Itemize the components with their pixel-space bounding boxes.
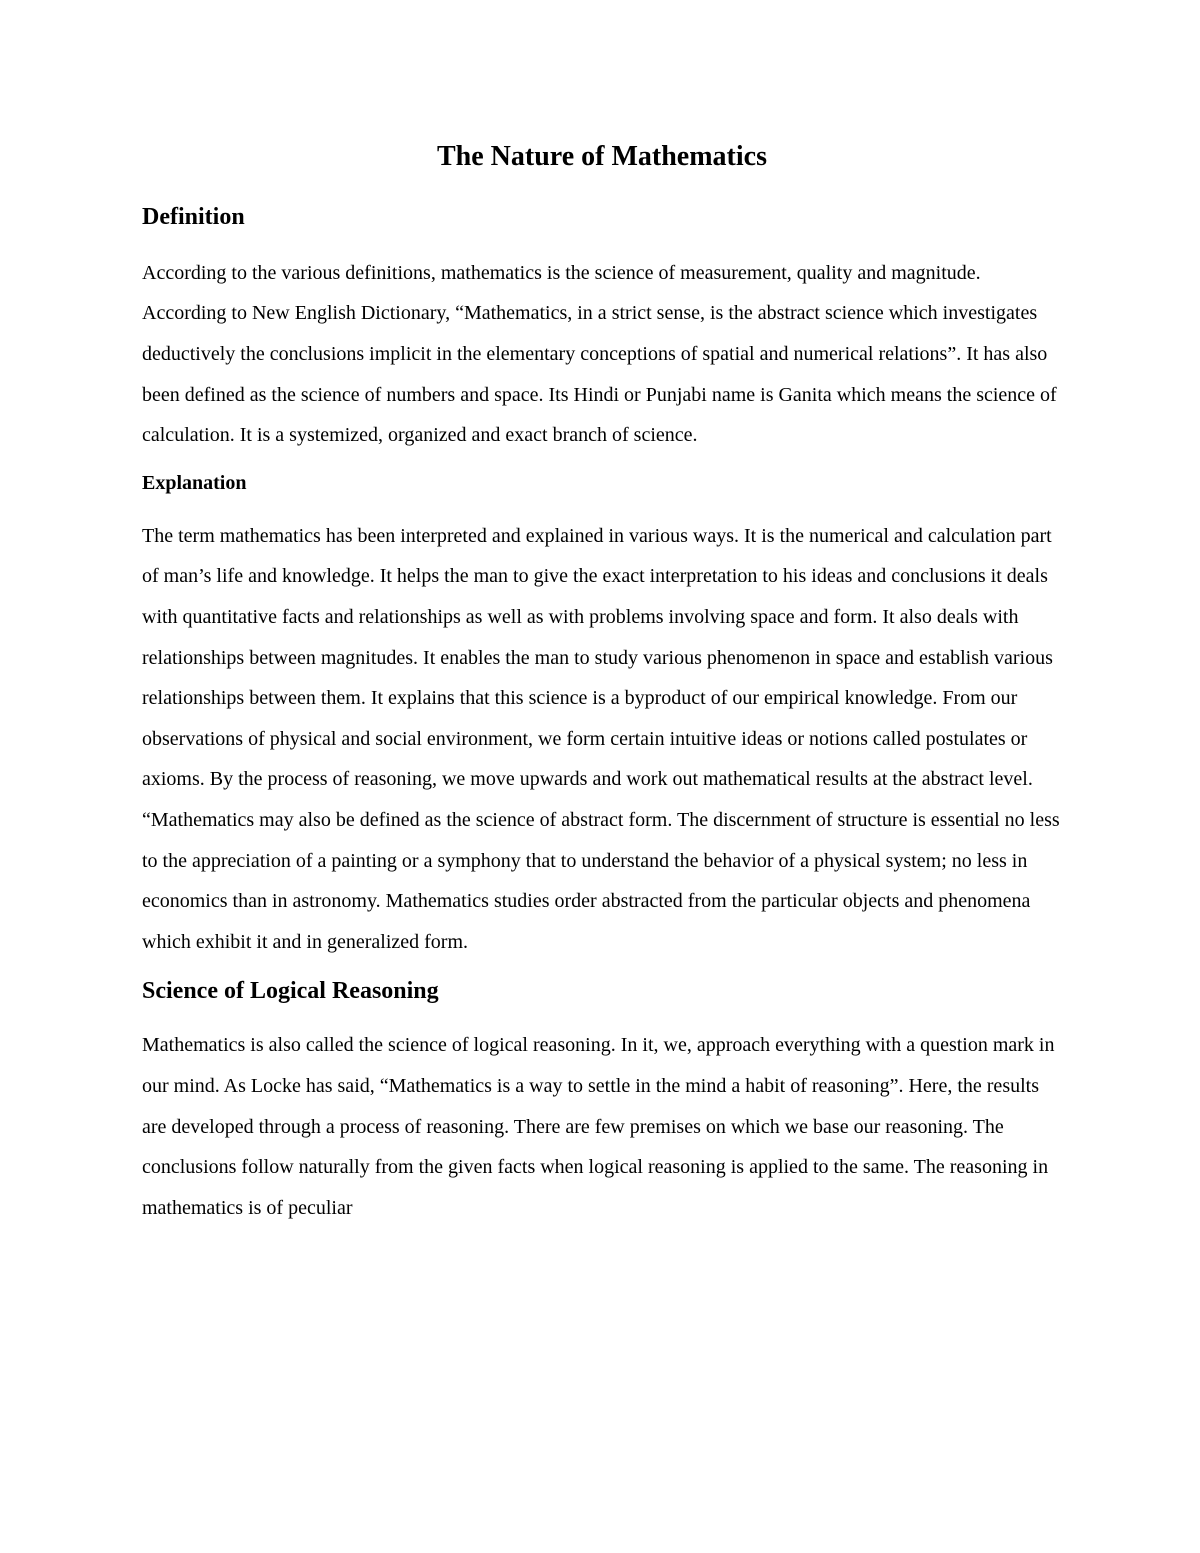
document-title: The Nature of Mathematics [437,141,767,172]
paragraph-logical-reasoning: Mathematics is also called the science of logical reasoning. In it, we, approach everything with a question mark in our mind. As Locke has said, “Mathematics is a way to settle in the mind a habit of reasoning”. Here, the results are developed through a process of reasoning. There are few premises on which we base our reasoning. The conclusions follow naturally from the given facts when logical reasoning is applied to the same. The reasoning in mathematics is of peculiar [142,1034,1055,1219]
section-heading-explanation: Explanation [142,471,247,494]
section-heading-logical-reasoning: Science of Logical Reasoning [142,978,439,1005]
paragraph-explanation: The term mathematics has been interpreted and explained in various ways. It is the numerical and calculation part of man’s life and knowledge. It helps the man to give the exact interpretation to his ideas and conclusions it deals with quantitative facts and relationships as well as with problems involving space and form. It also deals with relationships between magnitudes. It enables the man to study various phenomenon in space and establish various relationships between them. It explains that this science is a byproduct of our empirical knowledge. From our observations of physical and social environment, we form certain intuitive ideas or notions called postulates or axioms. By the process of reasoning, we move upwards and work out mathematical results at the abstract level. “Mathematics may also be defined as the science of abstract form. The discernment of structure is essential no less to the appreciation of a painting or a symphony that to understand the behavior of a physical system; no less in economics than in astronomy. Mathematics studies order abstracted from the particular objects and phenomena which exhibit it and in generalized form. [142,524,1060,953]
paragraph-definition: According to the various definitions, mathematics is the science of measurement, quality and magnitude. According to New English Dictionary, “Mathematics, in a strict sense, is the abstract science which investigates deductively the conclusions implicit in the elementary conceptions of spatial and numerical relations”. It has also been defined as the science of numbers and space. Its Hindi or Punjabi name is Ganita which means the science of calculation. It is a systemized, organized and exact branch of science. [142,261,1057,447]
section-heading-definition: Definition [142,203,245,230]
document-page [142,140,1062,1242]
